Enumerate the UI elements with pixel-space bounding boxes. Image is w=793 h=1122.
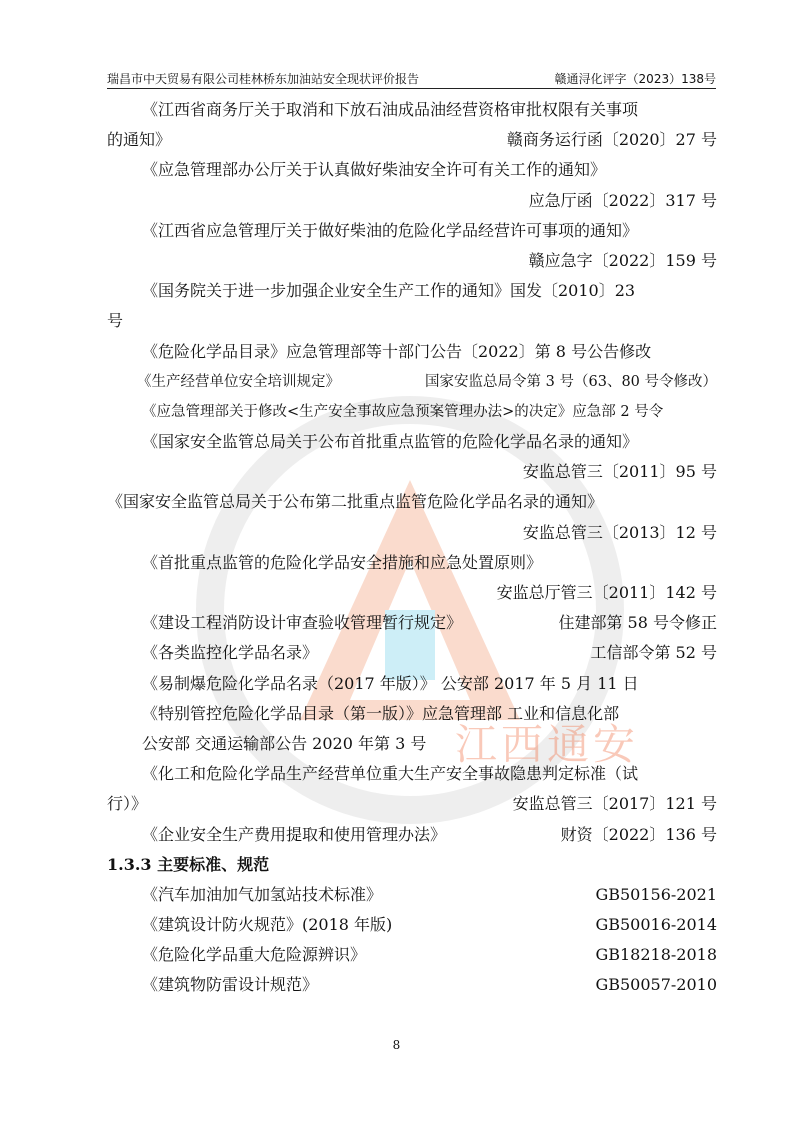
list-item-ref: 财资〔2022〕136 号 — [560, 824, 717, 844]
list-item: 《应急管理部办公厅关于认真做好柴油安全许可有关工作的通知》 — [142, 160, 607, 180]
list-item-title: 的通知》 — [107, 130, 172, 150]
list-item-ref: 国家安监总局令第 3 号（63、80 号令修改） — [425, 373, 717, 390]
page-number: 8 — [392, 1038, 401, 1052]
standard-row — [107, 970, 717, 1000]
list-item — [107, 608, 717, 638]
list-item — [107, 820, 717, 850]
section-number: 1.3.3 — [107, 854, 152, 874]
standard-row — [107, 880, 717, 910]
list-item-title: 《企业安全生产费用提取和使用管理办法》 — [142, 824, 447, 844]
standard-code: GB50156-2021 — [595, 884, 717, 904]
list-item-title: 行）》 — [107, 794, 148, 814]
list-item: 《国家安全监管总局关于公布首批重点监管的危险化学品名录的通知》 — [142, 432, 639, 452]
list-item-ref: 安监总厅管三〔2011〕142 号 — [496, 583, 717, 602]
standard-code: GB50016-2014 — [595, 915, 717, 935]
list-item-ref: 安监总管三〔2011〕95 号 — [522, 462, 717, 482]
list-item: 《易制爆危险化学品名录（2017 年版）》 公安部 2017 年 5 月 11 日 — [142, 673, 639, 693]
standard-row — [107, 940, 717, 970]
list-item: 《江西省商务厅关于取消和下放石油成品油经营资格审批权限有关事项 — [142, 100, 639, 119]
list-item-ref: 住建部第 58 号令修正 — [558, 613, 717, 633]
list-item — [107, 638, 717, 668]
list-item-continuation: 公安部 交通运输部公告 2020 年第 3 号 — [142, 733, 427, 753]
list-item: 《特别管控危险化学品目录（第一版）》应急管理部 工业和信息化部 — [142, 703, 620, 723]
list-item-title: 《生产经营单位安全培训规定》 — [137, 373, 340, 390]
list-item — [107, 125, 717, 155]
list-item: 《首批重点监管的危险化学品安全措施和应急处置原则》 — [142, 552, 543, 572]
list-item-ref: 赣应急字〔2022〕159 号 — [528, 250, 717, 270]
list-item-ref: 安监总管三〔2013〕12 号 — [522, 522, 717, 542]
list-item-ref: 应急厅函〔2022〕317 号 — [528, 190, 717, 210]
list-item: 《国家安全监管总局关于公布第二批重点监管危险化学品名录的通知》 — [107, 492, 604, 512]
list-item: 《江西省应急管理厅关于做好柴油的危险化学品经营许可事项的通知》 — [142, 220, 639, 240]
list-item — [107, 789, 717, 819]
watermark-text: 江西通安 — [455, 720, 640, 769]
list-item: 《应急管理部关于修改<生产安全事故应急预案管理办法>的决定》应急部 2 号令 — [142, 403, 664, 420]
list-item-ref: 工信部令第 52 号 — [590, 643, 717, 663]
standard-name: 《建筑物防雷设计规范》 — [142, 975, 319, 995]
section-title: 主要标准、规范 — [157, 854, 270, 874]
section-heading — [107, 850, 717, 880]
regulations-list — [107, 95, 717, 1001]
standard-row — [107, 910, 717, 940]
standard-code: GB18218-2018 — [595, 945, 717, 965]
standard-name: 《危险化学品重大危险源辨识》 — [142, 945, 367, 965]
header-report-number: 赣通浔化评字（2023）138号 — [554, 72, 716, 86]
list-item — [107, 367, 717, 397]
list-item: 《化工和危险化学品生产经营单位重大生产安全事故隐患判定标准（试 — [142, 764, 639, 784]
list-item: 《危险化学品目录》应急管理部等十部门公告〔2022〕第 8 号公告修改 — [142, 341, 652, 361]
list-item-continuation: 号 — [107, 311, 124, 331]
standard-name: 《建筑设计防火规范》(2018 年版) — [142, 915, 393, 935]
page-header — [107, 70, 716, 89]
list-item-title: 《各类监控化学品名录》 — [142, 643, 319, 663]
list-item: 《国务院关于进一步加强企业安全生产工作的通知》国发〔2010〕23 — [142, 281, 636, 301]
standard-name: 《汽车加油加气加氢站技术标准》 — [142, 884, 383, 904]
list-item-ref: 赣商务运行函〔2020〕27 号 — [506, 130, 717, 150]
list-item-title: 《建设工程消防设计审查验收管理暂行规定》 — [142, 613, 463, 633]
header-report-title: 瑞昌市中天贸易有限公司桂林桥东加油站安全现状评价报告 — [107, 72, 420, 86]
standard-code: GB50057-2010 — [595, 975, 717, 995]
list-item-ref: 安监总管三〔2017〕121 号 — [512, 794, 717, 814]
